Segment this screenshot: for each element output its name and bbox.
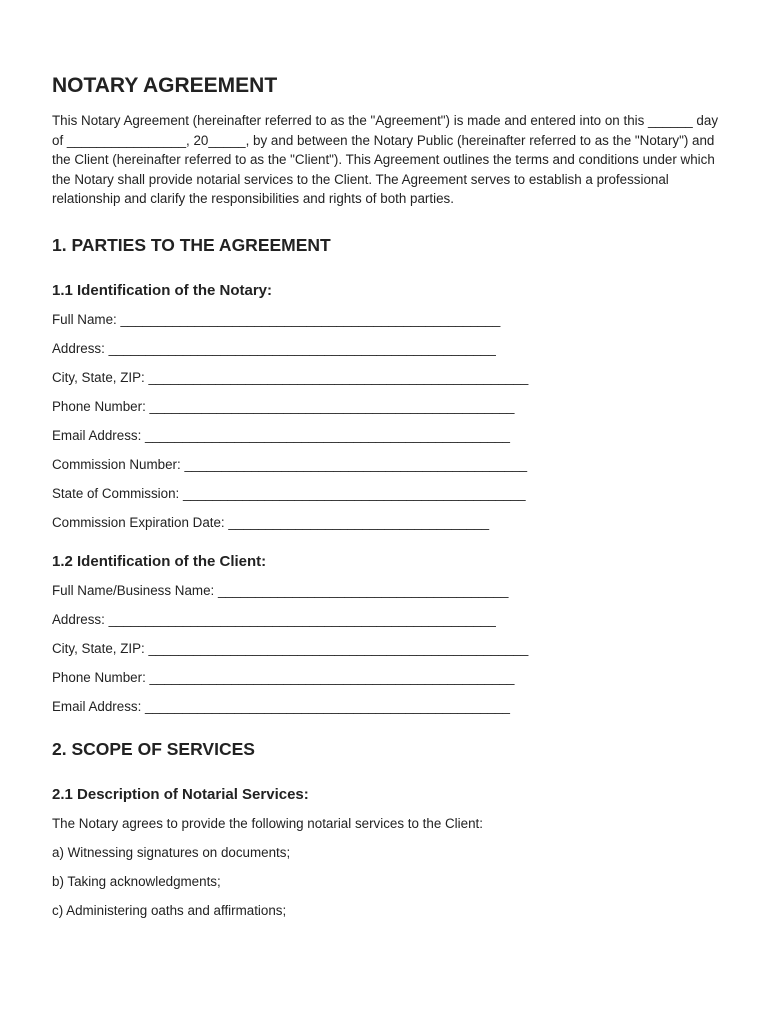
- client-email-field: Email Address: _________________________________________________: [52, 698, 510, 714]
- list-item: c) Administering oaths and affirmations;: [52, 902, 287, 918]
- section-heading-parties: 1. PARTIES TO THE AGREEMENT: [52, 234, 331, 255]
- notary-city-state-zip-field: City, State, ZIP: ___________________________________________________: [52, 369, 529, 385]
- subsection-heading-client: 1.2 Identification of the Client:: [52, 552, 267, 570]
- services-list: [52, 815, 718, 920]
- intro-paragraph: This Notary Agreement (hereinafter referred to as the "Agreement") is made and entered into on this ______ day of ________________, 20_____, by and between the Notary Public (hereinafter referred to as the "Notary") and the Client (hereinafter referred to as the "Client"). This Agreement outlines the terms and conditions under which the Notary shall provide notarial services to the Client. The Agreement serves to establish a professional relationship and clarify the responsibilities and rights of both parties.: [52, 113, 719, 207]
- list-item: a) Witnessing signatures on documents;: [52, 844, 291, 860]
- notary-full-name-field: Full Name: ___________________________________________________: [52, 311, 501, 327]
- notary-email-field: Email Address: _________________________________________________: [52, 427, 510, 443]
- list-item: b) Taking acknowledgments;: [52, 873, 221, 889]
- notary-commission-expiration-field: Commission Expiration Date: ___________________________________: [52, 514, 490, 530]
- document-title: NOTARY AGREEMENT: [52, 74, 278, 97]
- client-fields: [52, 582, 718, 716]
- client-phone-field: Phone Number: _________________________________________________: [52, 669, 515, 685]
- client-address-field: Address: ____________________________________________________: [52, 611, 496, 627]
- client-city-state-zip-field: City, State, ZIP: ___________________________________________________: [52, 640, 529, 656]
- notary-phone-field: Phone Number: _________________________________________________: [52, 398, 515, 414]
- subsection-heading-notary: 1.1 Identification of the Notary:: [52, 281, 273, 299]
- notary-fields: [52, 311, 718, 532]
- client-full-name-field: Full Name/Business Name: _______________________________________: [52, 582, 509, 598]
- services-lead-text: The Notary agrees to provide the following notarial services to the Client:: [52, 815, 483, 831]
- section-heading-scope: 2. SCOPE OF SERVICES: [52, 738, 255, 759]
- notary-commission-number-field: Commission Number: ______________________________________________: [52, 456, 528, 472]
- notary-commission-state-field: State of Commission: ______________________________________________: [52, 485, 526, 501]
- notary-address-field: Address: ____________________________________________________: [52, 340, 496, 356]
- subsection-heading-services: 2.1 Description of Notarial Services:: [52, 785, 309, 803]
